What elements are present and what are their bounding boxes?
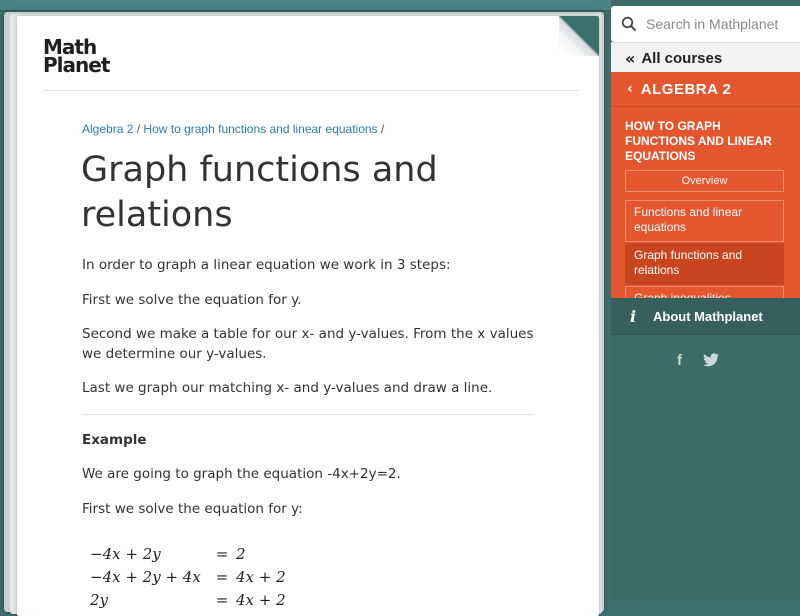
section-title: HOW TO GRAPH FUNCTIONS AND LINEAR EQUATIONS <box>625 119 772 163</box>
page-title: Graph functions and relations <box>81 150 438 235</box>
twitter-icon[interactable] <box>702 352 720 368</box>
breadcrumb-separator: / <box>136 122 141 136</box>
search-icon <box>621 16 637 32</box>
example-paragraph: We are going to graph the equation -4x+2y=2. <box>82 466 401 482</box>
step-1-paragraph: First we solve the equation for y. <box>82 291 302 308</box>
equation-lhs: −4x + 2y + 4x <box>90 567 201 586</box>
info-icon: i <box>630 306 637 326</box>
all-courses-label: All courses <box>641 49 723 67</box>
equation-lhs: −4x + 2y <box>90 544 161 563</box>
about-label: About Mathplanet <box>653 308 763 324</box>
equation-rhs: 2 <box>236 544 246 563</box>
course-label: ALGEBRA 2 <box>640 80 732 98</box>
step-3-paragraph: Last we graph our matching x- and y-values and draw a line. <box>82 380 493 396</box>
equals-sign: = <box>215 544 229 563</box>
search-placeholder: Search in Mathplanet <box>646 16 779 32</box>
lesson-content <box>82 256 552 534</box>
breadcrumb <box>82 122 384 136</box>
breadcrumb-algebra-2[interactable]: Algebra 2 <box>82 122 134 136</box>
equals-sign: = <box>215 567 229 586</box>
overview-button[interactable]: Overview <box>625 170 784 192</box>
breadcrumb-separator: / <box>380 122 385 136</box>
course-navigation <box>611 72 800 298</box>
lesson-list <box>625 200 784 313</box>
equation-rhs: 4x + 2 <box>236 567 286 586</box>
facebook-icon[interactable]: f <box>677 352 682 369</box>
about-mathplanet-link[interactable] <box>611 298 800 335</box>
logo-line-2: Planet <box>43 53 110 77</box>
step-2-paragraph: Second we make a table for our x- and y-values. From the x values we determine our y-values. <box>82 326 534 362</box>
course-header-algebra-2[interactable] <box>611 72 800 107</box>
header-divider <box>43 90 579 91</box>
mathplanet-logo[interactable] <box>43 35 113 77</box>
equation-row <box>90 565 316 588</box>
equals-sign: = <box>215 590 229 609</box>
page-curl <box>559 16 599 56</box>
intro-paragraph: In order to graph a linear equation we work in 3 steps: <box>82 257 451 273</box>
logo-line-1: Math <box>43 35 97 59</box>
section-divider <box>82 414 534 415</box>
equation-lhs: 2y <box>90 590 109 609</box>
chevron-left-icon: ‹ <box>627 81 633 97</box>
equation-row <box>90 542 316 565</box>
double-chevron-left-icon: « <box>625 48 636 68</box>
lesson-functions-and-linear-equations[interactable]: Functions and linear equations <box>625 200 784 242</box>
example-heading: Example <box>82 431 147 448</box>
solve-paragraph: First we solve the equation for y: <box>82 500 303 517</box>
social-links <box>677 352 720 369</box>
search-input[interactable] <box>611 6 800 42</box>
all-courses-link[interactable] <box>611 42 800 73</box>
lesson-graph-functions-and-relations[interactable]: Graph functions and relations <box>625 243 784 285</box>
equation-block <box>90 542 316 611</box>
equation-rhs: 4x + 2 <box>236 590 286 609</box>
content-paper <box>17 16 599 616</box>
breadcrumb-graph-functions[interactable]: How to graph functions and linear equations <box>143 122 378 136</box>
